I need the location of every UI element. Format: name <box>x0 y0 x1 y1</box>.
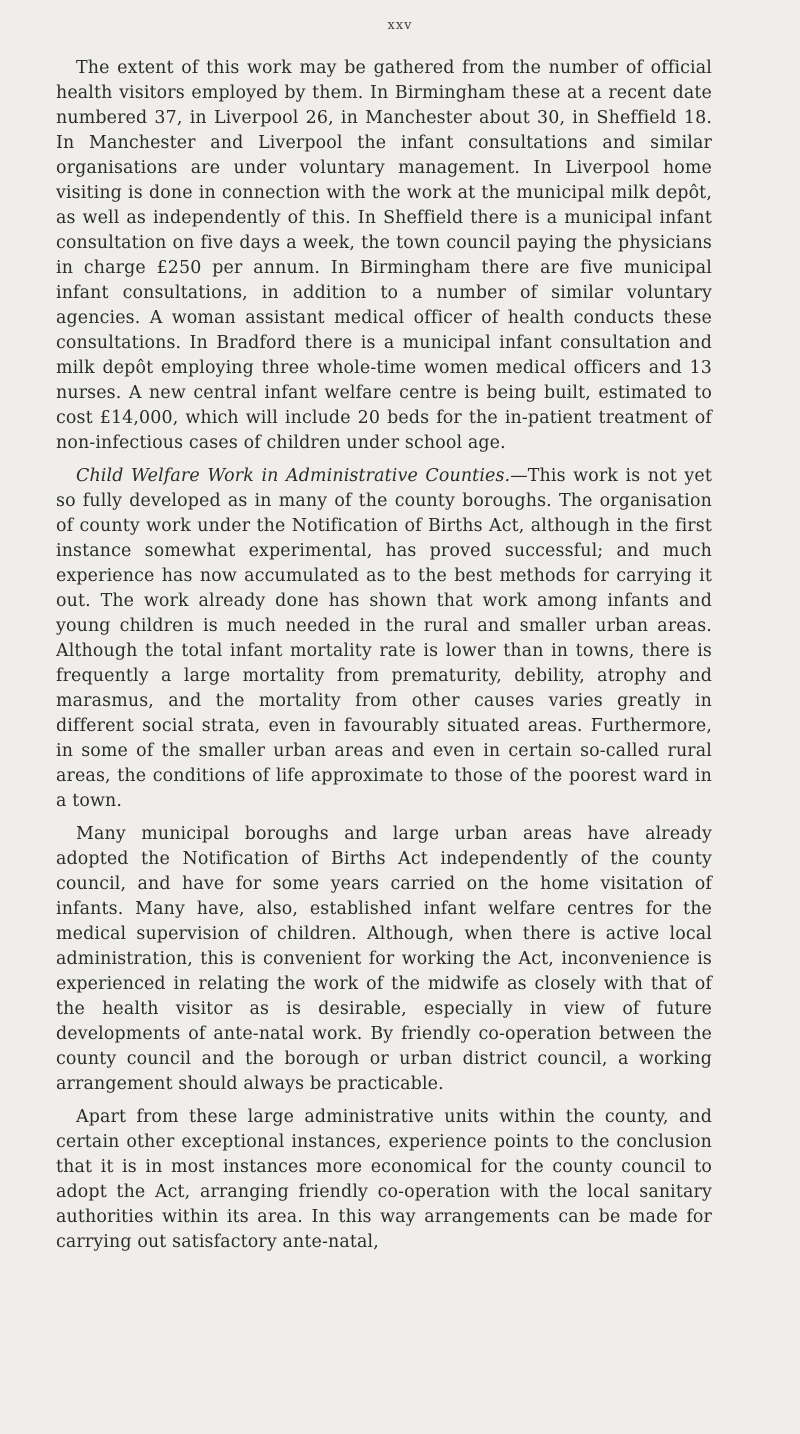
paragraph-text: —This work is not yet so fully developed as in many of the county boroughs. The organisation of county work under the Notification of Births Act, although in the first instance somewhat experimental, has proved successful; and much experience has now accumulated as to the best methods for carrying it out. The work already done has shown that work among infants and young children is much needed in the rural and smaller urban areas. Although the total infant mortality rate is lower than in towns, there is frequently a large mortality from prematurity, debility, atrophy and marasmus, and the mortality from other causes varies greatly in different social strata, even in favourably situated areas. Furthermore, in some of the smaller urban areas and even in certain so-called rural areas, the conditions of life approximate to those of the poorest ward in a town. <box>56 466 712 811</box>
paragraph-health-visitors <box>56 56 712 456</box>
paragraph-text: The extent of this work may be gathered from the number of official health visitors employed by them. In Birmingham these at a recent date numbered 37, in Liverpool 26, in Manchester about 30, in Sheffield 18. In Manchester and Liverpool the infant consultations and similar organisations are under voluntary management. In Liverpool home visiting is done in connection with the work at the municipal milk depôt, as well as independently of this. In Sheffield there is a municipal infant consultation on five days a week, the town council paying the physicians in charge £250 per annum. In Birmingham there are five municipal infant consultations, in addition to a number of similar voluntary agencies. A woman assistant medical officer of health conducts these consultations. In Bradford there is a municipal infant consultation and milk depôt employing three whole-time women medical officers and 13 nurses. A new central infant welfare centre is being built, estimated to cost £14,000, which will include 20 beds for the in-patient treatment of non-infectious cases of children under school age. <box>56 58 712 453</box>
paragraph-child-welfare-counties <box>56 464 712 814</box>
paragraph-municipal-boroughs <box>56 822 712 1097</box>
paragraph-county-council-adoption <box>56 1105 712 1255</box>
section-heading: Child Welfare Work in Administrative Counties. <box>76 466 511 486</box>
paragraph-text: Apart from these large administrative units within the county, and certain other exceptional instances, experience points to the conclusion that it is in most instances more economical for the county council to adopt the Act, arranging friendly co-operation with the local sanitary authorities within its area. In this way arrangements can be made for carrying out satisfactory ante-natal, <box>56 1107 712 1252</box>
page-number: xxv <box>387 18 413 33</box>
paragraph-text: Many municipal boroughs and large urban areas have already adopted the Notification of Births Act independently of the county council, and have for some years carried on the home visitation of infants. Many have, also, established infant welfare centres for the medical supervision of children. Although, when there is active local administration, this is convenient for working the Act, inconvenience is experienced in relating the work of the midwife as closely with that of the health visitor as is desirable, especially in view of future developments of ante-natal work. By friendly co-operation between the county council and the borough or urban district council, a working arrangement should always be practicable. <box>56 824 712 1094</box>
page-body <box>56 56 712 1263</box>
